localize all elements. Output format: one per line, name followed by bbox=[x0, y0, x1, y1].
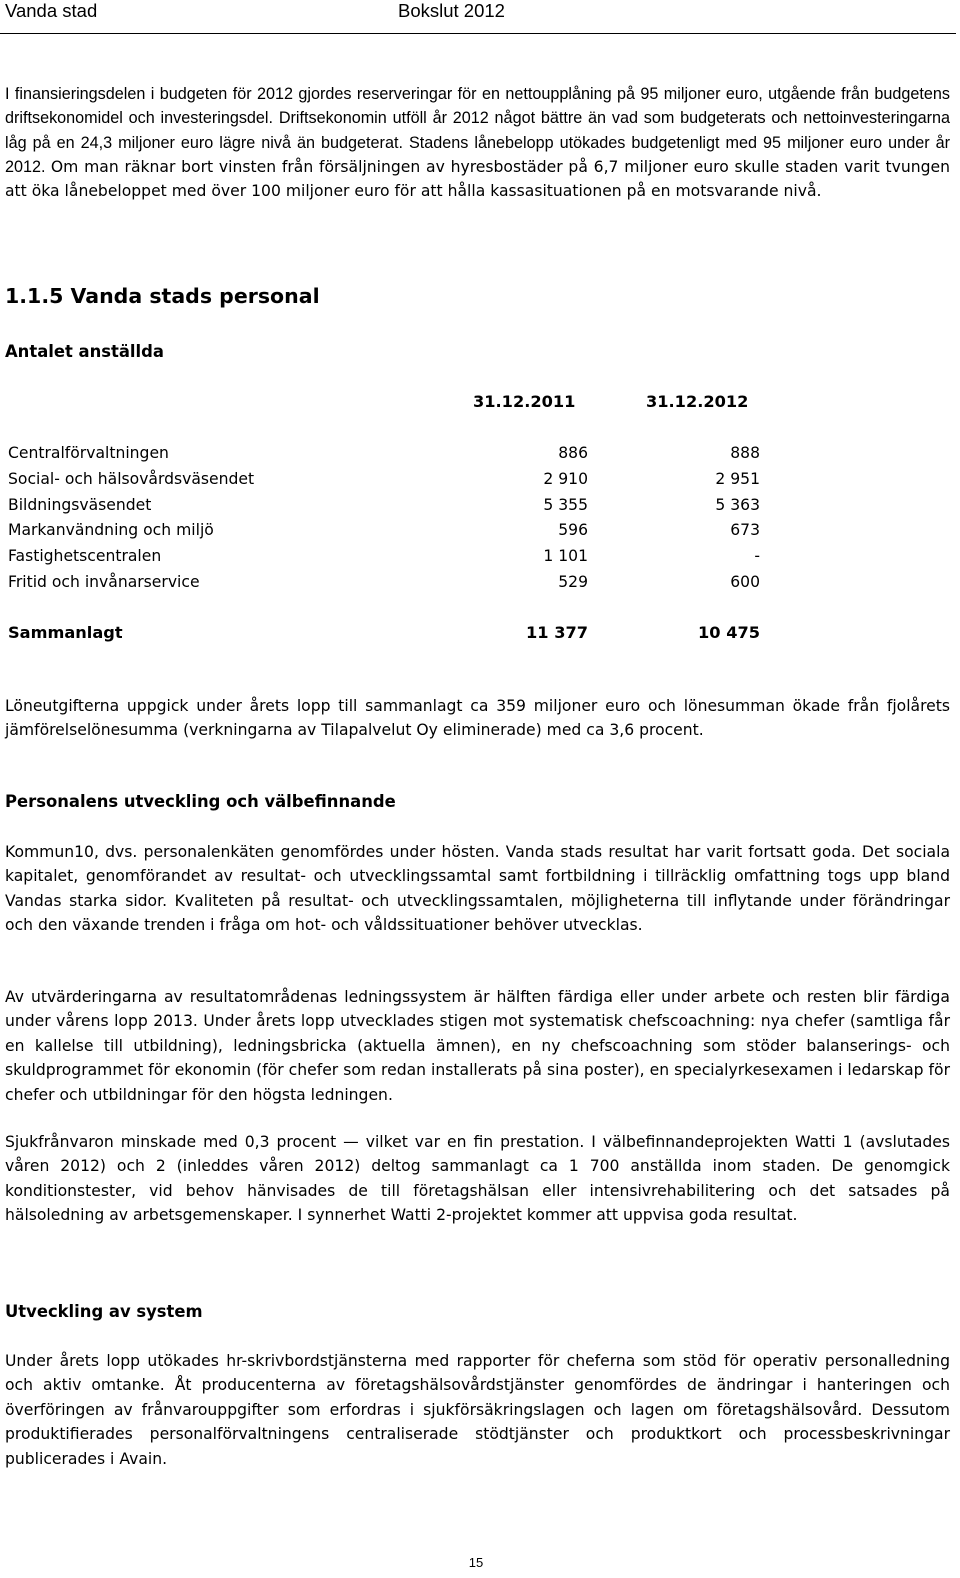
row-value-2012: 2 951 bbox=[715, 469, 760, 488]
row-name: Social- och hälsovårdsväsendet bbox=[8, 469, 255, 488]
intro-paragraph-part2: Om man räknar bort vinsten från försäljningen av hyresbostäder på 6,7 miljoner euro skulle staden varit tvungen att öka lånebeloppet med över 100 miljoner euro för att hålla kassasituationen på en motsvarande nivå. bbox=[5, 157, 951, 201]
table-row bbox=[8, 572, 768, 598]
table-row bbox=[8, 469, 768, 495]
row-name: Fastighetscentralen bbox=[8, 547, 162, 566]
table-title: Antalet anställda bbox=[5, 342, 164, 361]
wellbeing-paragraph-1: Kommun10, dvs. personalenkäten genomfördes under hösten. Vanda stads resultat har varit fortsatt goda. Det sociala kapitalet, genomförandet av resultat- och utvecklingssamtal samt fortbildning i tillräcklig omfattning togs upp bland Vandas starka sidor. Kvaliteten på resultat- och utvecklingssamtalen, möjligheterna till inflytande under förändringar och den växande trenden i fråga om hot- och våldssituationer behöver utvecklas. bbox=[5, 843, 950, 935]
table-row bbox=[8, 546, 768, 572]
page-number: 15 bbox=[468, 1555, 484, 1570]
column-header-2012: 31.12.2012 bbox=[646, 392, 749, 411]
section-heading: 1.1.5 Vanda stads personal bbox=[5, 284, 320, 308]
wellbeing-paragraph-3: Sjukfrånvaron minskade med 0,3 procent — vilket var en fin prestation. I välbefinnandeprojekten Watti 1 (avslutades våren 2012) och 2 (inleddes våren 2012) deltog sammanlagt ca 1 700 anställda inom staden. De genomgick konditionstester, vid behov hänvisades de till företagshälsan eller intensivrehabilitering och det satsades på hälsoledning av arbetsgemenskaper. I synnerhet Watti 2-projektet kommer att uppvisa goda resultat. bbox=[5, 1133, 950, 1225]
row-value-2011: 5 355 bbox=[543, 495, 588, 514]
intro-paragraph-part1: I finansieringsdelen i budgeten för 2012 gjordes reserveringar för en nettoupplåning på 95 miljoner euro, utgående från budgetens driftsekonomidel och investeringsdel. Driftsekonomin utföll år 2012 något bättre än vad som budgeterats och nettoinvesteringarna låg på en 24,3 miljoner euro lägre nivå än budgeterat. Stadens lånebelopp utökades budgetenligt med 95 miljoner euro under år 2012. bbox=[5, 85, 950, 176]
row-name: Markanvändning och miljö bbox=[8, 521, 214, 540]
page-footer bbox=[0, 1552, 960, 1571]
total-label: Sammanlagt bbox=[8, 622, 123, 642]
column-header-2011: 31.12.2011 bbox=[473, 392, 576, 411]
systems-paragraph: Under årets lopp utökades hr-skrivbordstjänsterna med rapporter för cheferna som stöd för operativ personalledning och aktiv omtanke. Åt producenterna av företagshälsovårdstjänster genomfördes de ändringar i hanteringen och överföringen av frånvarouppgifter som erfordras i sjukförsäkringslagen och lagen om företagshälsovård. Dessutom produktifierades personalförvaltningens centraliserade stödtjänster och produktkort och processbeskrivningar publicerades i Avain. bbox=[5, 1352, 950, 1468]
wellbeing-paragraph-2: Av utvärderingarna av resultatområdenas ledningssystem är hälften färdiga eller under arbete och resten blir färdiga under vårens lopp 2013. Under årets lopp utvecklades stigen mot systematisk chefscoachning: nya chefer (samtliga får en kallelse till utbildning), ledningsbricka (aktuella ämnen), en ny chefscoachning som stöder balanserings- och skuldprogrammet för ekonomin (för chefer som redan installerats på sina poster), en specialyrkesexamen i ledarskap för chefer och utbildningar för den högsta ledningen. bbox=[5, 988, 950, 1104]
row-value-2011: 529 bbox=[558, 572, 588, 591]
header-org-name: Vanda stad bbox=[5, 0, 98, 21]
row-value-2012: - bbox=[754, 547, 760, 566]
systems-heading: Utveckling av system bbox=[5, 1302, 203, 1321]
intro-paragraph bbox=[5, 82, 950, 203]
row-value-2011: 2 910 bbox=[543, 469, 588, 488]
total-value-2012: 10 475 bbox=[698, 622, 760, 642]
table-total-row bbox=[8, 623, 768, 649]
row-value-2011: 886 bbox=[558, 444, 588, 462]
row-value-2012: 600 bbox=[730, 572, 760, 591]
row-value-2011: 1 101 bbox=[543, 547, 588, 566]
row-value-2012: 673 bbox=[730, 521, 760, 540]
page-header bbox=[0, 0, 960, 34]
table-row bbox=[8, 443, 768, 469]
row-value-2012: 888 bbox=[730, 444, 760, 462]
total-value-2011: 11 377 bbox=[526, 622, 588, 642]
row-name: Centralförvaltningen bbox=[8, 444, 169, 462]
row-value-2011: 596 bbox=[558, 521, 588, 540]
row-name: Fritid och invånarservice bbox=[8, 572, 200, 591]
header-rule bbox=[0, 33, 956, 34]
row-value-2012: 5 363 bbox=[715, 495, 760, 514]
salary-paragraph: Löneutgifterna uppgick under årets lopp till sammanlagt ca 359 miljoner euro och lönesumman ökade från fjolårets jämförelselönesumma (verkningarna av Tilapalvelut Oy eliminerade) med ca 3,6 procent. bbox=[5, 697, 950, 740]
staff-table bbox=[8, 443, 768, 649]
row-name: Bildningsväsendet bbox=[8, 495, 152, 514]
table-row bbox=[8, 520, 768, 546]
table-row bbox=[8, 495, 768, 521]
wellbeing-heading: Personalens utveckling och välbefinnande bbox=[5, 792, 396, 811]
header-doc-title: Bokslut 2012 bbox=[398, 0, 505, 21]
